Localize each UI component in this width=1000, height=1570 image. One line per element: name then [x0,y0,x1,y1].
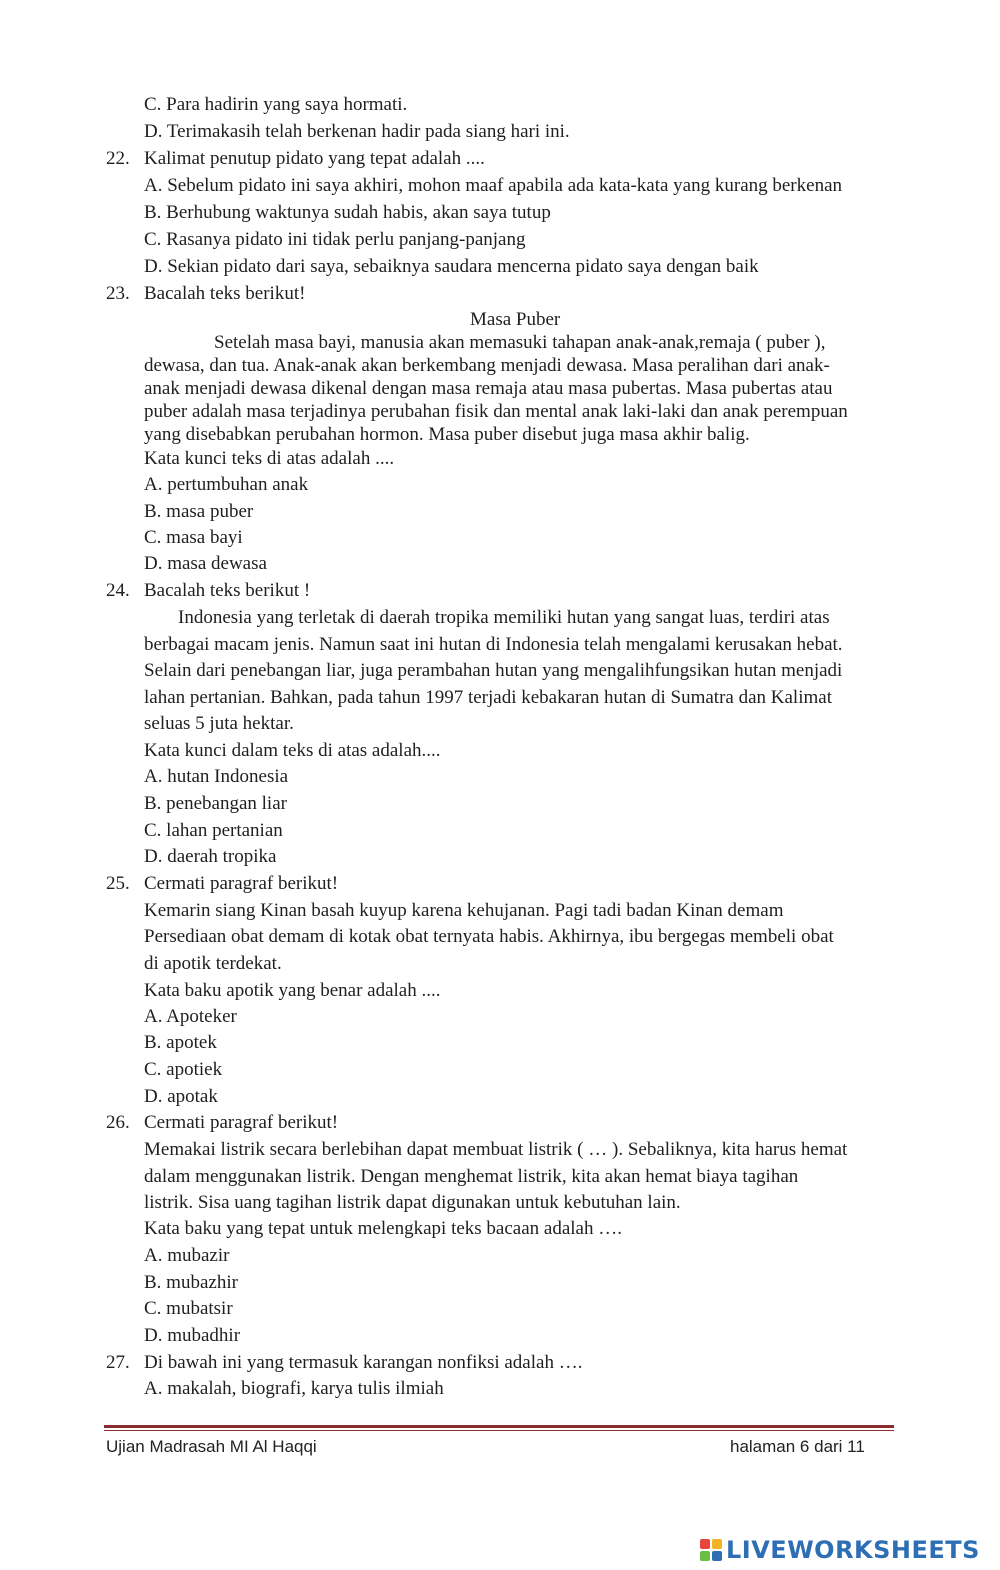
answer-option: C. Rasanya pidato ini tidak perlu panjang-panjang [144,229,526,250]
liveworksheets-logo-text: LIVEWORKSHEETS [726,1536,980,1564]
passage-line: dalam menggunakan listrik. Dengan menghemat listrik, kita akan hemat biaya tagihan [144,1166,799,1187]
question-text: Cermati paragraf berikut! [144,873,339,894]
passage-title: Masa Puber [470,309,561,330]
answer-option: D. masa dewasa [144,553,267,574]
answer-option: A. Sebelum pidato ini saya akhiri, mohon maaf apabila ada kata-kata yang kurang berkenan [144,175,842,196]
answer-option: C. lahan pertanian [144,820,283,841]
question-number: 22. [106,148,130,169]
answer-option: D. Sekian pidato dari saya, sebaiknya saudara mencerna pidato saya dengan baik [144,256,759,277]
answer-option: B. penebangan liar [144,793,287,814]
passage-line: Setelah masa bayi, manusia akan memasuki tahapan anak-anak,remaja ( puber ), [214,332,826,353]
answer-option: A. hutan Indonesia [144,766,289,787]
footer-school-name: Ujian Madrasah MI Al Haqqi [106,1437,317,1456]
answer-option: B. Berhubung waktunya sudah habis, akan saya tutup [144,202,551,223]
passage-line: seluas 5 juta hektar. [144,713,294,734]
passage-line: berbagai macam jenis. Namun saat ini hutan di Indonesia telah mengalami kerusakan hebat. [144,634,843,655]
answer-option: B. masa puber [144,501,254,522]
passage-line: lahan pertanian. Bahkan, pada tahun 1997 terjadi kebakaran hutan di Sumatra dan Kalimat [144,687,832,708]
answer-option: B. mubazhir [144,1272,238,1293]
answer-option: B. apotek [144,1032,217,1053]
answer-option: A. Apoteker [144,1006,237,1027]
question-prompt: Kata baku yang tepat untuk melengkapi teks bacaan adalah …. [144,1218,622,1239]
question-text: Di bawah ini yang termasuk karangan nonfiksi adalah …. [144,1352,583,1373]
answer-option: C. apotiek [144,1059,223,1080]
footer-page-number: halaman 6 dari 11 [730,1437,865,1456]
question-number: 25. [106,873,130,894]
answer-option: A. pertumbuhan anak [144,474,309,495]
question-prompt: Kata kunci teks di atas adalah .... [144,448,395,469]
passage-line: listrik. Sisa uang tagihan listrik dapat digunakan untuk kebutuhan lain. [144,1192,681,1213]
passage-line: Indonesia yang terletak di daerah tropika memiliki hutan yang sangat luas, terdiri atas [178,607,830,628]
passage-line: di apotik terdekat. [144,953,282,974]
question-text: Kalimat penutup pidato yang tepat adalah .... [144,148,485,169]
liveworksheets-logo [700,1535,980,1565]
passage-line: Memakai listrik secara berlebihan dapat membuat listrik ( … ). Sebaliknya, kita harus hemat [144,1139,848,1160]
answer-option: C. masa bayi [144,527,243,548]
question-number: 24. [106,580,130,601]
footer-divider-thin [104,1430,894,1431]
question-number: 26. [106,1112,130,1133]
answer-option: D. Terimakasih telah berkenan hadir pada siang hari ini. [144,121,570,142]
question-number: 27. [106,1352,130,1373]
answer-option: A. mubazir [144,1245,230,1266]
question-text: Cermati paragraf berikut! [144,1112,339,1133]
footer-divider [104,1425,894,1428]
question-number: 23. [106,283,130,304]
answer-option: C. Para hadirin yang saya hormati. [144,94,408,115]
answer-option: D. daerah tropika [144,846,277,867]
question-prompt: Kata kunci dalam teks di atas adalah.... [144,740,441,761]
answer-option: A. makalah, biografi, karya tulis ilmiah [144,1378,444,1399]
passage-line: yang disebabkan perubahan hormon. Masa puber disebut juga masa akhir balig. [144,424,750,445]
passage-line: Selain dari penebangan liar, juga perambahan hutan yang mengalihfungsikan hutan menjadi [144,660,843,681]
passage-line: dewasa, dan tua. Anak-anak akan berkembang menjadi dewasa. Masa peralihan dari anak- [144,355,830,376]
question-text: Bacalah teks berikut ! [144,580,311,601]
passage-line: anak menjadi dewasa dikenal dengan masa remaja atau masa pubertas. Masa pubertas atau [144,378,833,399]
passage-line: Persediaan obat demam di kotak obat ternyata habis. Akhirnya, ibu bergegas membeli obat [144,926,834,947]
question-prompt: Kata baku apotik yang benar adalah .... [144,980,441,1001]
answer-option: D. apotak [144,1086,218,1107]
answer-option: D. mubadhir [144,1325,241,1346]
question-text: Bacalah teks berikut! [144,283,306,304]
passage-line: puber adalah masa terjadinya perubahan fisik dan mental anak laki-laki dan anak perempuan [144,401,848,422]
answer-option: C. mubatsir [144,1298,233,1319]
liveworksheets-logo-icon [700,1539,722,1561]
passage-line: Kemarin siang Kinan basah kuyup karena kehujanan. Pagi tadi badan Kinan demam [144,900,784,921]
